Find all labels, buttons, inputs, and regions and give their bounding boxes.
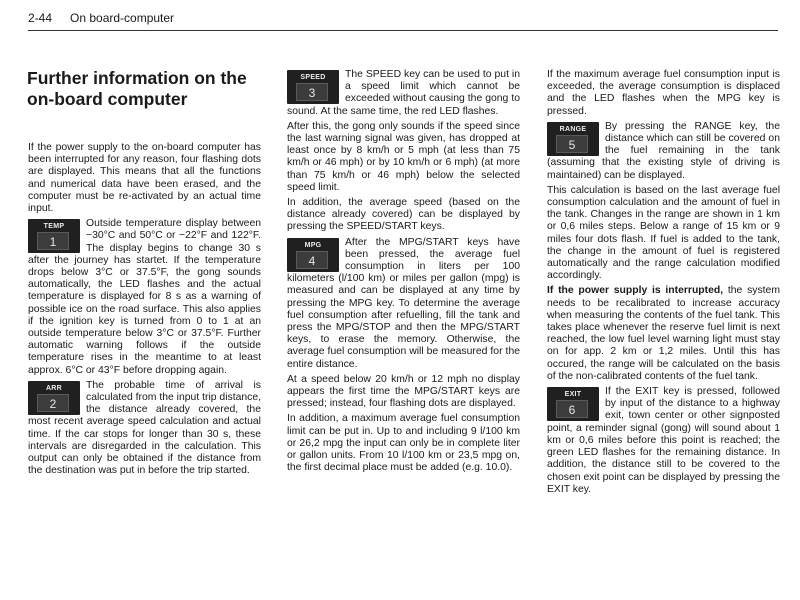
arr-key-number: 2	[37, 394, 69, 412]
speed-key-label: SPEED	[300, 74, 326, 81]
speed-paragraph: The SPEED key can be used to put in a speed limit which cannot be exceeded without causing the gong to sound. At the same time, the red LED flashes.	[287, 69, 520, 117]
exit-key-label: EXIT	[564, 391, 582, 399]
exit-paragraph: If the EXIT key is pressed, followed by input of the distance to a highway exit, town center or other signposted point, a reminder signal (gong) will sound about 1 km or 0,6 miles before this point is reached; the green LED flashes for the remaining distance. In addition, the distance still to be covered to the chosen exit point can be displayed by pressing the EXIT key.	[547, 386, 780, 495]
temp-key-number: 1	[37, 232, 69, 250]
mpg-key-icon	[287, 238, 339, 272]
header-rule	[28, 30, 778, 31]
power-bold-lead: If the power supply is interrupted,	[547, 285, 724, 297]
temp-key-label: TEMP	[43, 223, 65, 231]
mpg-paragraph: After the MPG/START keys have been pressed, the average fuel consumption in liters per 100 kilometers (l/100 km) or miles per gallon (mpg) is measured and can be displayed at any time by pressing the MPG key. To determine the average fuel consumption after refuelling, fill the tank and press the MPG/STOP and then the MPG/START keys, to erase the memory. Otherwise, the average fuel consumption will be measured for the entire distance.	[287, 236, 520, 370]
after-paragraph: After this, the gong only sounds if the speed since the last warning signal was given, has dropped at least once by 8 km/h or 5 mph (at less than 75 km/h or 46 mph) or by 10 km/h or 6 mph) (at more than 75 km/h or 46 mph) below the selected speed limit.	[287, 120, 520, 193]
exceeded-paragraph: If the maximum average fuel consumption input is exceeded, the average consumption is displaced and the LED flashes when the MPG key is pressed.	[547, 69, 780, 117]
max-average-paragraph: In addition, a maximum average fuel consumption limit can be put in. Up to and including 9 l/100 km or 26,2 mpg the input can only be in complete liter or gallon units. From 10 l/100 km or 23,5 mpg on, the first decimal place must be added (e.g. 10.0).	[287, 413, 520, 474]
page-header	[28, 8, 778, 32]
range-key-label: RANGE	[559, 125, 587, 133]
page-number: 2-44	[28, 11, 53, 25]
temp-paragraph: Outside temperature display between −30°C and 50°C or −22°F and 122°F. The display begins to change 30 s after the journey has startet. If the temperature drops below 3°C or 37.5°F, the gong sounds automatically, the LED flashes and the actual temperature is displayed for 8 s as a warning of possible ice on the road surface. This also applies if the ignition key is turned from 0 to 1 at an outside temperature below 3°C or 37.5°F. Further automatic warning follows if the outside temperature rises in the meantime to at least approx. 6°C or 43°F before dropping again.	[28, 218, 261, 376]
power-paragraph	[547, 285, 780, 383]
range-key-icon	[547, 122, 599, 156]
temp-key-icon	[28, 219, 80, 253]
section-title: On board-computer	[70, 11, 175, 25]
page-title: Further information on the on-board computer	[27, 68, 247, 109]
mpg-key-number: 4	[296, 251, 328, 269]
range-key-number: 5	[556, 135, 588, 153]
range-paragraph: By pressing the RANGE key, the distance which can still be covered on the fuel remaining in the tank (assuming that the existing style of driving is maintained) can be displayed.	[547, 120, 780, 181]
column-1	[28, 142, 261, 480]
column-2	[287, 69, 520, 478]
below-20-paragraph: At a speed below 20 km/h or 12 mph no display appears the first time the MPG/START keys are pressed; instead, four flashing dots are displayed.	[287, 373, 520, 410]
exit-key-icon	[547, 387, 599, 421]
speed-key-icon	[287, 70, 339, 104]
speed-key-number: 3	[296, 83, 328, 101]
mpg-key-label: MPG	[304, 241, 322, 249]
average-speed-paragraph: In addition, the average speed (based on the distance already covered) can be displayed by pressing the SPEED/START keys.	[287, 197, 520, 233]
exit-key-number: 6	[556, 400, 588, 418]
power-rest: the system needs to be recalibrated to increase accuracy when measuring the contents of the fuel tank. This takes place whenever the reserve fuel limit is next reached, the low fuel level warning light must stay on for app. 2 km or 1,2 miles. Until this has occured, the range will be calculated on the basis of the non-calibrated contents of the fuel tank.	[547, 285, 780, 382]
arr-key-icon	[28, 381, 80, 415]
intro-paragraph: If the power supply to the on-board computer has been interrupted for any reason, four flashing dots are displayed. This means that all the functions and numerical data have been erased, and the computer must be re-activated by an actual time input.	[28, 142, 261, 215]
arr-paragraph: The probable time of arrival is calculated from the input trip distance, the distance already covered, the most recent average speed calculation and actual time. If the car stops for longer than 30 s, these intervals are disregarded in the calculation. This output can only be obtained if the distance from the destination was put in before the trip started.	[28, 379, 262, 477]
calculation-paragraph: This calculation is based on the last average fuel consumption calculation and the amount of fuel in the tank. Changes in the range are shown in 1 km or 0,6 miles steps. Below a range of 15 km or 9 miles four dots flash. If fuel is added to the tank, the change in the amount of fuel is registered automatically and the range calculation modified accordingly.	[547, 184, 780, 282]
column-3	[547, 69, 780, 499]
arr-key-label: ARR	[45, 384, 63, 392]
